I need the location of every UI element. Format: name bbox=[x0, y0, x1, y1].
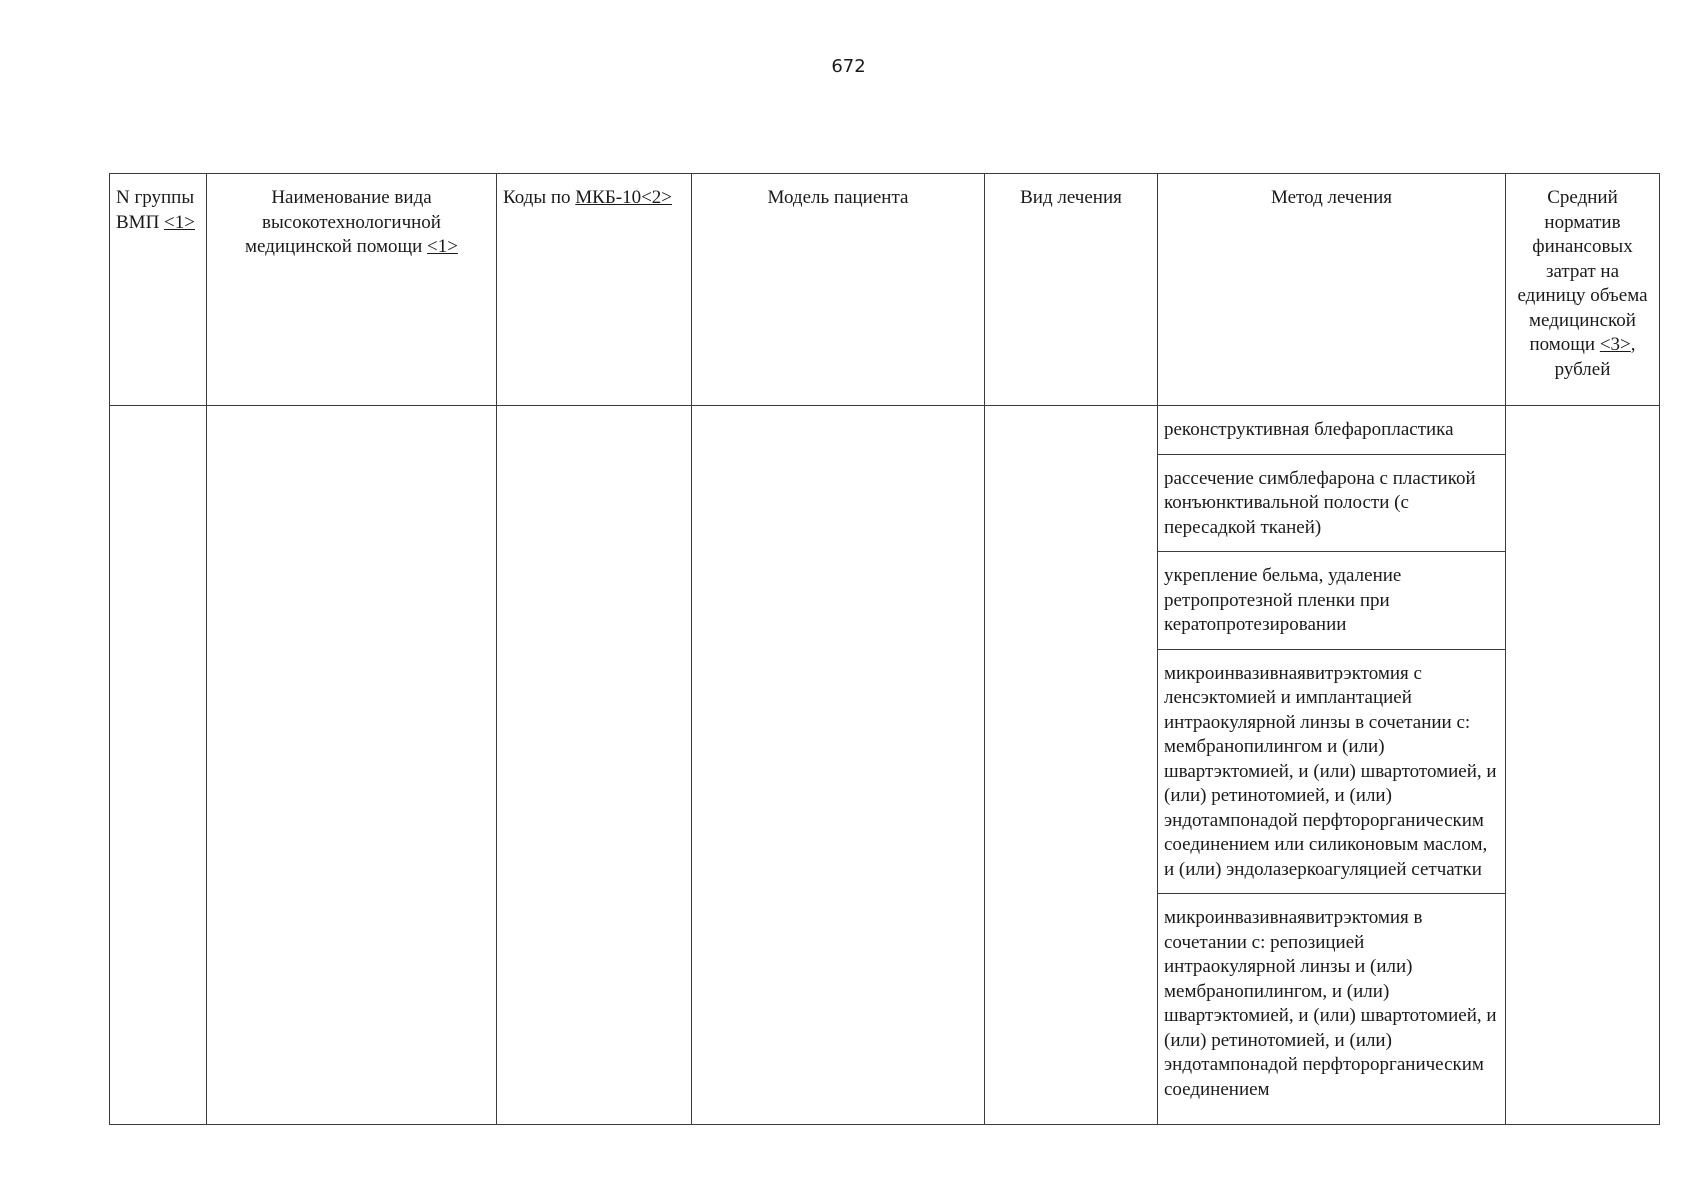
table-header-row bbox=[110, 174, 1660, 406]
cell-care-type-name bbox=[207, 406, 497, 1125]
cell-treatment-methods bbox=[1158, 406, 1506, 1125]
header-treatment-method-text: Метод лечения bbox=[1270, 187, 1392, 208]
cell-treatment-type bbox=[985, 406, 1158, 1125]
table-row bbox=[110, 406, 1660, 1125]
cell-average-cost bbox=[1506, 406, 1660, 1125]
footnote-1-link[interactable]: <1> bbox=[164, 211, 195, 233]
icd10-link[interactable]: МКБ-10<2> bbox=[575, 187, 673, 208]
header-care-type-name-text: Наименование вида высокотехнологичной медицинской помощи bbox=[245, 187, 441, 257]
header-average-cost-tail: , рублей bbox=[1554, 334, 1636, 380]
header-average-cost bbox=[1506, 174, 1660, 406]
header-patient-model bbox=[692, 174, 985, 406]
cell-icd-codes bbox=[497, 406, 692, 1125]
header-group-number-text: N группы ВМП bbox=[116, 187, 195, 233]
header-average-cost-text: Средний норматив финансовых затрат на единицу объема медицинской помощи bbox=[1517, 187, 1648, 355]
method-item: реконструктивная блефаропластика bbox=[1158, 406, 1505, 455]
header-care-type-name bbox=[207, 174, 497, 406]
header-treatment-type-text: Вид лечения bbox=[1020, 187, 1122, 208]
method-item: укрепление бельма, удаление ретропротезной пленки при кератопротезировании bbox=[1158, 552, 1505, 650]
header-treatment-method bbox=[1158, 174, 1506, 406]
vmp-table bbox=[109, 173, 1660, 1125]
header-treatment-type bbox=[985, 174, 1158, 406]
header-patient-model-text: Модель пациента bbox=[767, 187, 909, 208]
header-icd-codes-text: Коды по bbox=[503, 187, 576, 208]
method-item: рассечение симблефарона с пластикой конъюнктивальной полости (с пересадкой тканей) bbox=[1158, 455, 1505, 553]
page-number: 672 bbox=[831, 56, 866, 77]
footnote-1-link[interactable]: <1> bbox=[427, 236, 458, 257]
method-item: микроинвазивнаявитрэктомия с ленсэктомией и имплантацией интраокулярной линзы в сочетании с: мембранопилингом и (или) швартэктомией, и (или) швартотомией, и (или) ретинотомией, и (или) эндотампонадой перфторорганическим соединением или силиконовым маслом, и (или) эндолазеркоагуляцией сетчатки bbox=[1158, 650, 1505, 895]
header-group-number bbox=[110, 174, 207, 406]
header-icd-codes bbox=[497, 174, 692, 406]
footnote-3-link[interactable]: <3> bbox=[1599, 334, 1631, 355]
cell-group-number bbox=[110, 406, 207, 1125]
cell-patient-model bbox=[692, 406, 985, 1125]
method-item: микроинвазивнаявитрэктомия в сочетании с: репозицией интраокулярной линзы и (или) мембранопилингом, и (или) швартэктомией, и (или) швартотомией, и (или) ретинотомией, и (или) эндотампонадой перфторорганическим соединением bbox=[1164, 907, 1497, 1100]
